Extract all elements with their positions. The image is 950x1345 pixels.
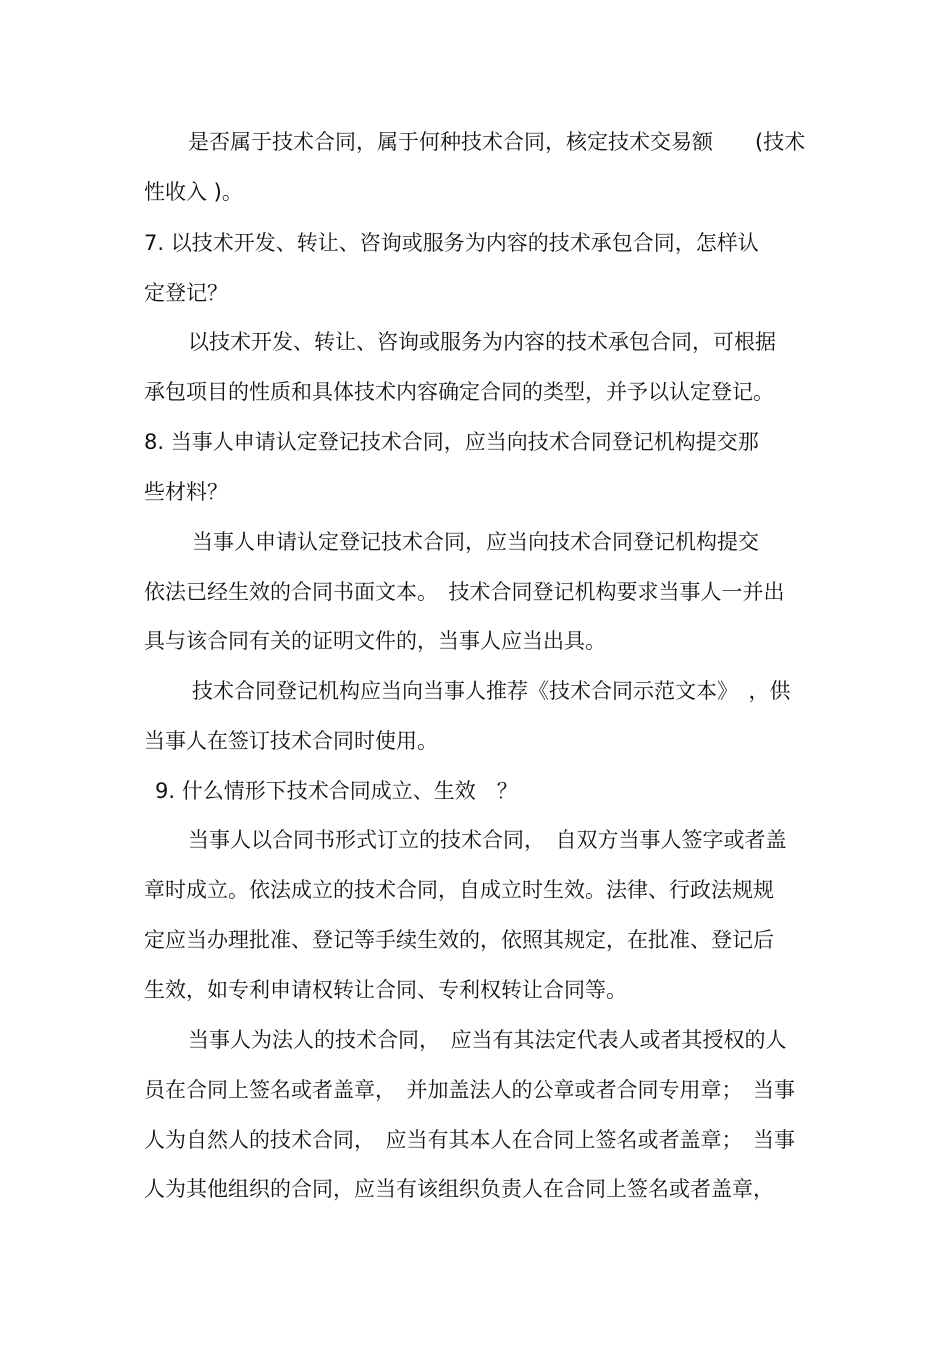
- answer-8-line-2: 依法已经生效的合同书面文本。 技术合同登记机构要求当事人一并出: [144, 580, 785, 604]
- question-8-line-2: 些材料？: [144, 480, 228, 504]
- answer-9-line-1: 当事人以合同书形式订立的技术合同， 自双方当事人签字或者盖: [188, 828, 787, 852]
- answer-9-line-3: 定应当办理批准、登记等手续生效的，依照其规定，在批准、登记后: [144, 928, 774, 952]
- answer-9-line-4: 生效，如专利申请权转让合同、专利权转让合同等。: [144, 978, 627, 1002]
- answer-9-line-7: 人为自然人的技术合同， 应当有其本人在合同上签名或者盖章； 当事: [144, 1128, 795, 1152]
- answer-7-line-2: 承包项目的性质和具体技术内容确定合同的类型，并予以认定登记。: [144, 380, 774, 404]
- answer-9-line-5: 当事人为法人的技术合同， 应当有其法定代表人或者其授权的人: [188, 1028, 787, 1052]
- answer-8-line-3: 具与该合同有关的证明文件的，当事人应当出具。: [144, 629, 606, 653]
- answer-8-line-5: 当事人在签订技术合同时使用。: [144, 729, 438, 753]
- question-7-line-2: 定登记？: [144, 281, 228, 305]
- answer-9-line-2: 章时成立。依法成立的技术合同，自成立时生效。法律、行政法规规: [144, 878, 774, 902]
- question-9-line-1: 9. 什么情形下技术合同成立、生效 ？: [155, 779, 518, 803]
- question-7-line-1: 7. 以技术开发、转让、咨询或服务为内容的技术承包合同，怎样认: [144, 231, 759, 255]
- answer-9-line-8: 人为其他组织的合同，应当有该组织负责人在合同上签名或者盖章，: [144, 1177, 774, 1201]
- answer-8-line-4: 技术合同登记机构应当向当事人推荐《技术合同示范文本》 ，供: [192, 679, 791, 703]
- answer-8-line-1: 当事人申请认定登记技术合同，应当向技术合同登记机构提交: [192, 530, 759, 554]
- text-line-1: 是否属于技术合同，属于何种技术合同，核定技术交易额 (技术: [188, 130, 806, 154]
- answer-7-line-1: 以技术开发、转让、咨询或服务为内容的技术承包合同，可根据: [188, 330, 776, 354]
- answer-9-line-6: 员在合同上签名或者盖章， 并加盖法人的公章或者合同专用章； 当事: [144, 1078, 795, 1102]
- text-line-2: 性收入 )。: [144, 180, 243, 204]
- question-8-line-1: 8. 当事人申请认定登记技术合同，应当向技术合同登记机构提交那: [144, 430, 759, 454]
